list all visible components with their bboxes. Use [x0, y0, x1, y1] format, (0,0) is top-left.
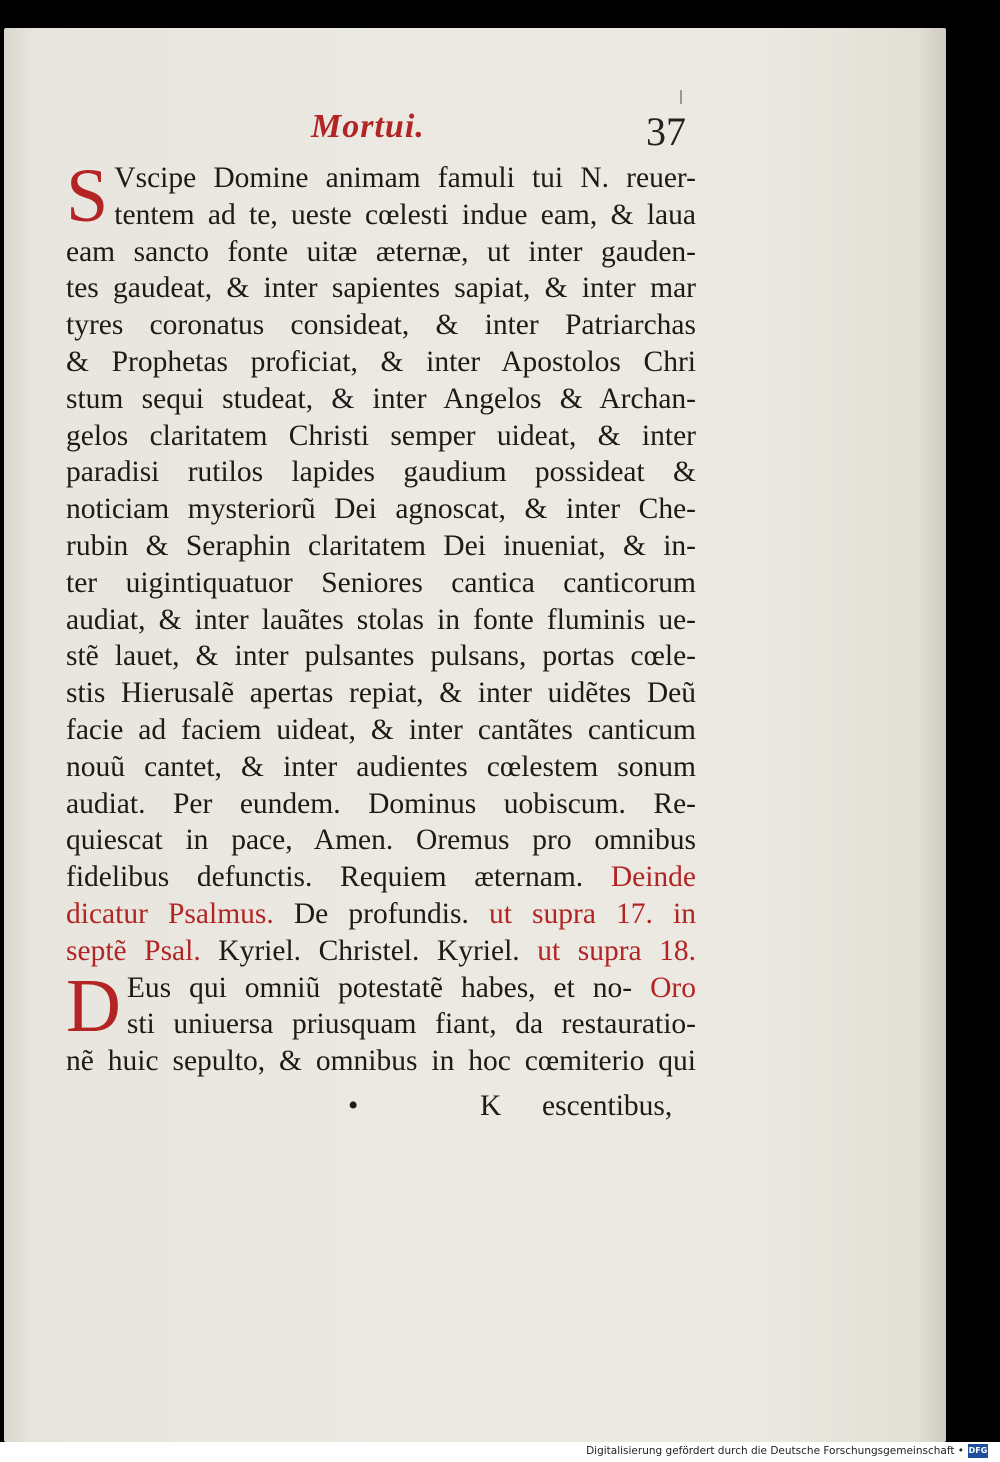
prayer-paragraph-2 — [66, 963, 696, 1048]
running-head: Mortui. — [311, 108, 425, 145]
catchword-line — [66, 1090, 696, 1127]
text-line: tyres coronatus consideat, & inter Patriarchas — [66, 309, 696, 342]
text-line: rubin & Seraphin claritatem Dei inueniat, & in- — [66, 529, 696, 562]
text-line: tes gaudeat, & inter sapientes sapiat, & inter mar — [66, 272, 696, 305]
text-line: Vscipe Domine animam famuli tui N. reuer- — [114, 162, 696, 194]
text-line: septẽ Psal. Kyriel. Christel. Kyriel. ut supra 18. — [66, 934, 696, 967]
page-mark — [680, 90, 682, 104]
text-line: gelos claritatem Christi semper uideat, & inter — [66, 419, 696, 452]
text-block — [66, 154, 696, 1080]
text-line: sti uniuersa priusquam fiant, da restauratio- — [126, 1008, 696, 1041]
text-line: ter uigintiquatuor Seniores cantica canticorum — [66, 566, 696, 599]
text-line: eam sancto fonte uitæ æternæ, ut inter gauden- — [66, 235, 696, 268]
signature-mark: K — [480, 1090, 502, 1122]
text-line: nouũ cantet, & inter audientes cœlestem sonum — [66, 750, 696, 783]
text-line: noticiam mysteriorũ Dei agnoscat, & inter Che- — [66, 493, 696, 526]
text-line: audiat. Per eundem. Dominus uobiscum. Re- — [66, 787, 696, 820]
text-line: audiat, & inter lauãtes stolas in fonte fluminis ue- — [66, 603, 696, 636]
dfg-logo: DFG — [968, 1444, 988, 1458]
page-number: 37 — [646, 109, 686, 154]
drop-cap: D — [66, 963, 121, 1048]
text-line: facie ad faciem uideat, & inter cantãtes canticum — [66, 713, 696, 746]
scan-border — [946, 20, 1000, 1462]
text-line: quiescat in pace, Amen. Oremus pro omnibus — [66, 824, 696, 857]
text-line: nẽ huic sepulto, & omnibus in hoc cœmiterio qui — [66, 1045, 696, 1078]
text-line: paradisi rutilos lapides gaudium possideat & — [66, 456, 696, 489]
prayer-paragraph — [66, 154, 696, 859]
text-line: tentem ad te, ueste cœlesti indue eam, & laua — [114, 198, 696, 231]
text-line: stẽ lauet, & inter pulsantes pulsans, portas cœle- — [66, 640, 696, 673]
text-line: fidelibus defunctis. Requiem æternam. Deinde — [66, 861, 696, 894]
text-line: stum sequi studeat, & inter Angelos & Archan- — [66, 382, 696, 415]
text-line: Eus qui omniũ potestatẽ habes, et no- Oro — [126, 971, 696, 1004]
drop-cap: S — [66, 154, 109, 238]
text-line: stis Hierusalẽ apertas repiat, & inter uidẽtes Deũ — [66, 677, 696, 710]
catchword: escentibus, — [542, 1090, 673, 1122]
text-line: dicatur Psalmus. De profundis. ut supra 17. in — [66, 897, 696, 930]
funding-credit: Digitalisierung gefördert durch die Deutsche Forschungsgemeinschaft • — [586, 1445, 964, 1457]
bullet: • — [348, 1090, 359, 1122]
text-line: & Prophetas proficiat, & inter Apostolos Chri — [66, 345, 696, 378]
